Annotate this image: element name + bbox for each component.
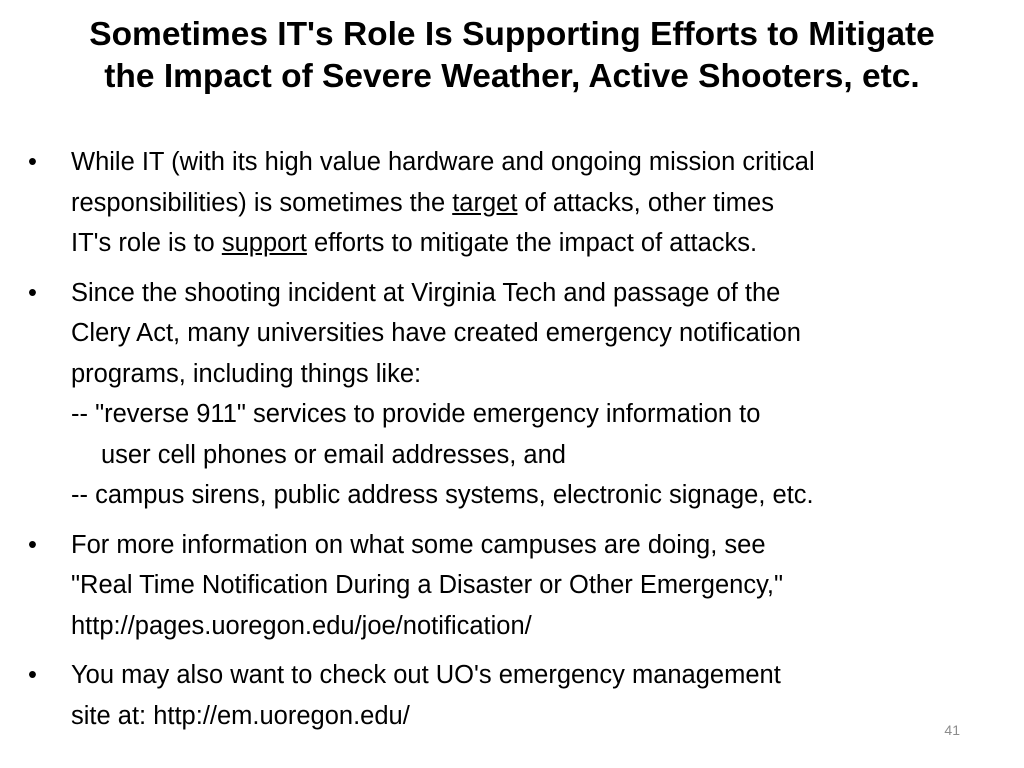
bullet-line: Since the shooting incident at Virginia Tech and passage of the xyxy=(71,278,781,307)
bullet-line: "Real Time Notification During a Disaster or Other Emergency," xyxy=(71,571,784,599)
sub-item-continuation: user cell phones or email addresses, and xyxy=(101,440,566,469)
bullet-line: You may also want to check out UO's emergency management xyxy=(71,661,781,689)
sub-item-campus-sirens: -- campus sirens, public address systems, electronic signage, etc. xyxy=(71,481,814,509)
bullet-dot: • xyxy=(28,148,37,176)
bullet-line xyxy=(71,183,1008,224)
bullet-dot: • xyxy=(28,530,37,559)
bullet-emergency-management xyxy=(28,655,1008,736)
bullet-line: For more information on what some campuses are doing, see xyxy=(71,530,766,559)
page-number: 41 xyxy=(944,722,960,738)
sub-item-reverse-911: -- "reverse 911" services to provide emergency information to xyxy=(71,400,761,428)
text-segment: efforts to mitigate the impact of attacks. xyxy=(306,229,758,257)
bullet-line: Clery Act, many universities have created emergency notification xyxy=(71,319,801,347)
bullet-more-information xyxy=(28,525,1008,647)
text-segment: of attacks, other times xyxy=(517,188,774,217)
slide-title xyxy=(14,14,1010,98)
em-site-url: site at: http://em.uoregon.edu/ xyxy=(71,701,410,730)
bullet-notification-programs xyxy=(28,273,1008,516)
underlined-target: target xyxy=(452,188,518,217)
text-segment: responsibilities) is sometimes the xyxy=(71,188,453,217)
title-line-2: the Impact of Severe Weather, Active Shooters, etc. xyxy=(104,58,920,95)
notification-url: http://pages.uoregon.edu/joe/notification/ xyxy=(71,611,532,640)
title-line-1: Sometimes IT's Role Is Supporting Efforts to Mitigate xyxy=(89,16,935,53)
bullet-it-role xyxy=(28,142,1008,264)
bullet-dot: • xyxy=(28,661,37,689)
bullet-dot: • xyxy=(28,278,37,307)
bullet-line: programs, including things like: xyxy=(71,359,422,388)
underlined-support: support xyxy=(221,229,307,257)
text-segment: IT's role is to xyxy=(71,229,222,257)
slide-body xyxy=(28,142,1008,745)
bullet-line xyxy=(71,223,1008,264)
bullet-line: While IT (with its high value hardware and ongoing mission critical xyxy=(71,148,815,176)
